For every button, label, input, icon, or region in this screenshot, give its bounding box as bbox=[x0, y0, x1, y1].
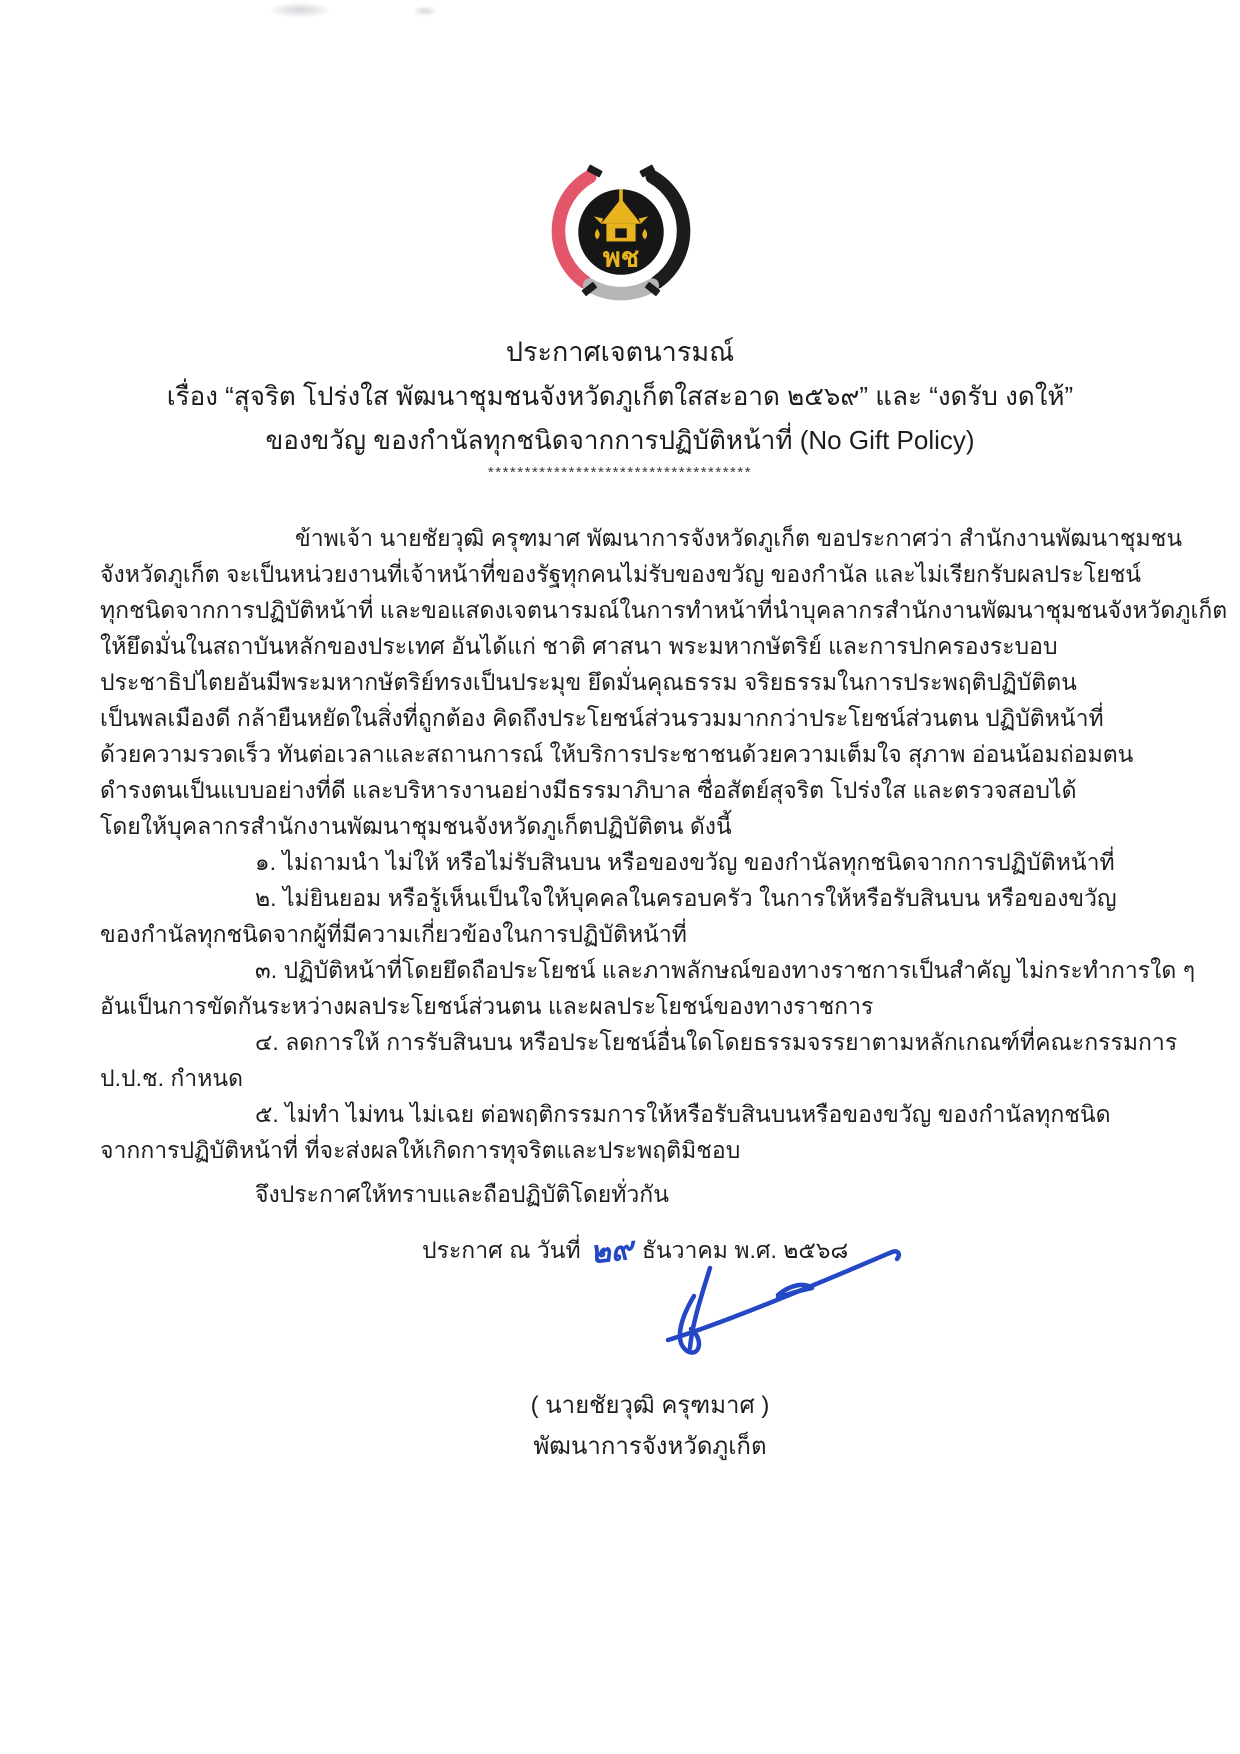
issued-date-line bbox=[100, 1230, 1140, 1272]
paragraph-line: ดำรงตนเป็นแบบอย่างที่ดี และบริหารงานอย่างมีธรรมาภิบาล ซื่อสัตย์สุจริต โปร่งใส และตรวจสอบได้ bbox=[100, 777, 1077, 803]
signer-name: ( นายชัยวุฒิ ครุฑมาศ ) bbox=[530, 1392, 770, 1419]
list-item-line: อันเป็นการขัดกันระหว่างผลประโยชน์ส่วนตน และผลประโยชน์ของทางราชการ bbox=[100, 993, 874, 1019]
scan-artifact bbox=[412, 6, 438, 16]
document-title: ประกาศเจตนารมณ์ bbox=[505, 337, 735, 367]
signer-position: พัฒนาการจังหวัดภูเก็ต bbox=[533, 1433, 767, 1460]
issued-date-suffix: ธันวาคม พ.ศ. ๒๕๖๘ bbox=[641, 1237, 849, 1263]
handwritten-day: ๒๙ bbox=[587, 1230, 635, 1272]
announcement-body bbox=[100, 520, 1228, 1272]
subject-line-1: เรื่อง “สุจริต โปร่งใส พัฒนาชุมชนจังหวัดภูเก็ตใสสะอาด ๒๕๖๙” และ “งดรับ งดให้” bbox=[166, 381, 1074, 411]
paragraph-line: ด้วยความรวดเร็ว ทันต่อเวลาและสถานการณ์ ให้บริการประชาชนด้วยความเต็มใจ สุภาพ อ่อนน้อมถ่อมตน bbox=[100, 741, 1134, 767]
title-block bbox=[0, 330, 1240, 484]
paragraph-line: โดยให้บุคลากรสำนักงานพัฒนาชุมชนจังหวัดภูเก็ตปฏิบัติตน ดังนี้ bbox=[100, 813, 732, 839]
logo-monogram: พช bbox=[602, 241, 640, 273]
issued-date-prefix: ประกาศ ณ วันที่ bbox=[422, 1237, 581, 1263]
community-development-department-logo-icon bbox=[548, 158, 694, 304]
logo-ring-gray-arc bbox=[590, 285, 653, 293]
paragraph-line: ให้ยึดมั่นในสถาบันหลักของประเทศ อันได้แก่ ชาติ ศาสนา พระมหากษัตริย์ และการปกครองระบอบ bbox=[100, 633, 1058, 659]
signature-stroke bbox=[778, 1285, 812, 1298]
star-divider: ************************************ bbox=[487, 464, 753, 481]
list-item-line: ๔. ลดการให้ การรับสินบน หรือประโยชน์อื่นใดโดยธรรมจรรยาตามหลักเกณฑ์ที่คณะกรรมการ bbox=[255, 1029, 1178, 1055]
paragraph-line: ประชาธิปไตยอันมีพระมหากษัตริย์ทรงเป็นประมุข ยึดมั่นคุณธรรม จริยธรรมในการประพฤติปฏิบัติตน bbox=[100, 669, 1077, 695]
list-item-line: ๕. ไม่ทำ ไม่ทน ไม่เฉย ต่อพฤติกรรมการให้หรือรับสินบนหรือของขวัญ ของกำนัลทุกชนิด bbox=[255, 1101, 1111, 1127]
list-item-line: ๓. ปฏิบัติหน้าที่โดยยึดถือประโยชน์ และภาพลักษณ์ของทางราชการเป็นสำคัญ ไม่กระทำการใด ๆ bbox=[255, 957, 1196, 983]
list-item-line: ๑. ไม่ถามนำ ไม่ให้ หรือไม่รับสินบน หรือของขวัญ ของกำนัลทุกชนิดจากการปฏิบัติหน้าที่ bbox=[255, 849, 1115, 875]
paragraph-line: ข้าพเจ้า นายชัยวุฒิ ครุฑมาศ พัฒนาการจังหวัดภูเก็ต ขอประกาศว่า สำนักงานพัฒนาชุมชน bbox=[295, 525, 1183, 551]
subject-line-2: ของขวัญ ของกำนัลทุกชนิดจากการปฏิบัติหน้าที่ (No Gift Policy) bbox=[265, 425, 975, 455]
paragraph-line: จังหวัดภูเก็ต จะเป็นหน่วยงานที่เจ้าหน้าที่ของรัฐทุกคนไม่รับของขวัญ ของกำนัล และไม่เรียกรับผลประโยชน์ bbox=[100, 561, 1142, 587]
signature-stroke bbox=[690, 1268, 710, 1348]
list-item-line: จากการปฏิบัติหน้าที่ ที่จะส่งผลให้เกิดการทุจริตและประพฤติมิชอบ bbox=[100, 1137, 741, 1163]
list-item-line: ป.ป.ช. กำหนด bbox=[100, 1065, 244, 1091]
paragraph-line: เป็นพลเมืองดี กล้ายืนหยัดในสิ่งที่ถูกต้อง คิดถึงประโยชน์ส่วนรวมมากกว่าประโยชน์ส่วนตน ปฏิบัติหน้าที่ bbox=[100, 705, 1104, 731]
paragraph-line: ทุกชนิดจากการปฏิบัติหน้าที่ และขอแสดงเจตนารมณ์ในการทำหน้าที่นำบุคลากรสำนักงานพัฒนาชุมชนจังหวัดภูเก็ต bbox=[100, 597, 1228, 623]
closing-line: จึงประกาศให้ทราบและถือปฏิบัติโดยทั่วกัน bbox=[255, 1181, 669, 1207]
signature-stroke bbox=[680, 1296, 699, 1353]
list-item-line: ของกำนัลทุกชนิดจากผู้ที่มีความเกี่ยวข้องในการปฏิบัติหน้าที่ bbox=[100, 921, 687, 947]
list-item-line: ๒. ไม่ยินยอม หรือรู้เห็นเป็นใจให้บุคคลในครอบครัว ในการให้หรือรับสินบน หรือของขวัญ bbox=[255, 885, 1117, 911]
scan-artifact bbox=[268, 2, 332, 18]
signer-block bbox=[450, 1385, 850, 1467]
